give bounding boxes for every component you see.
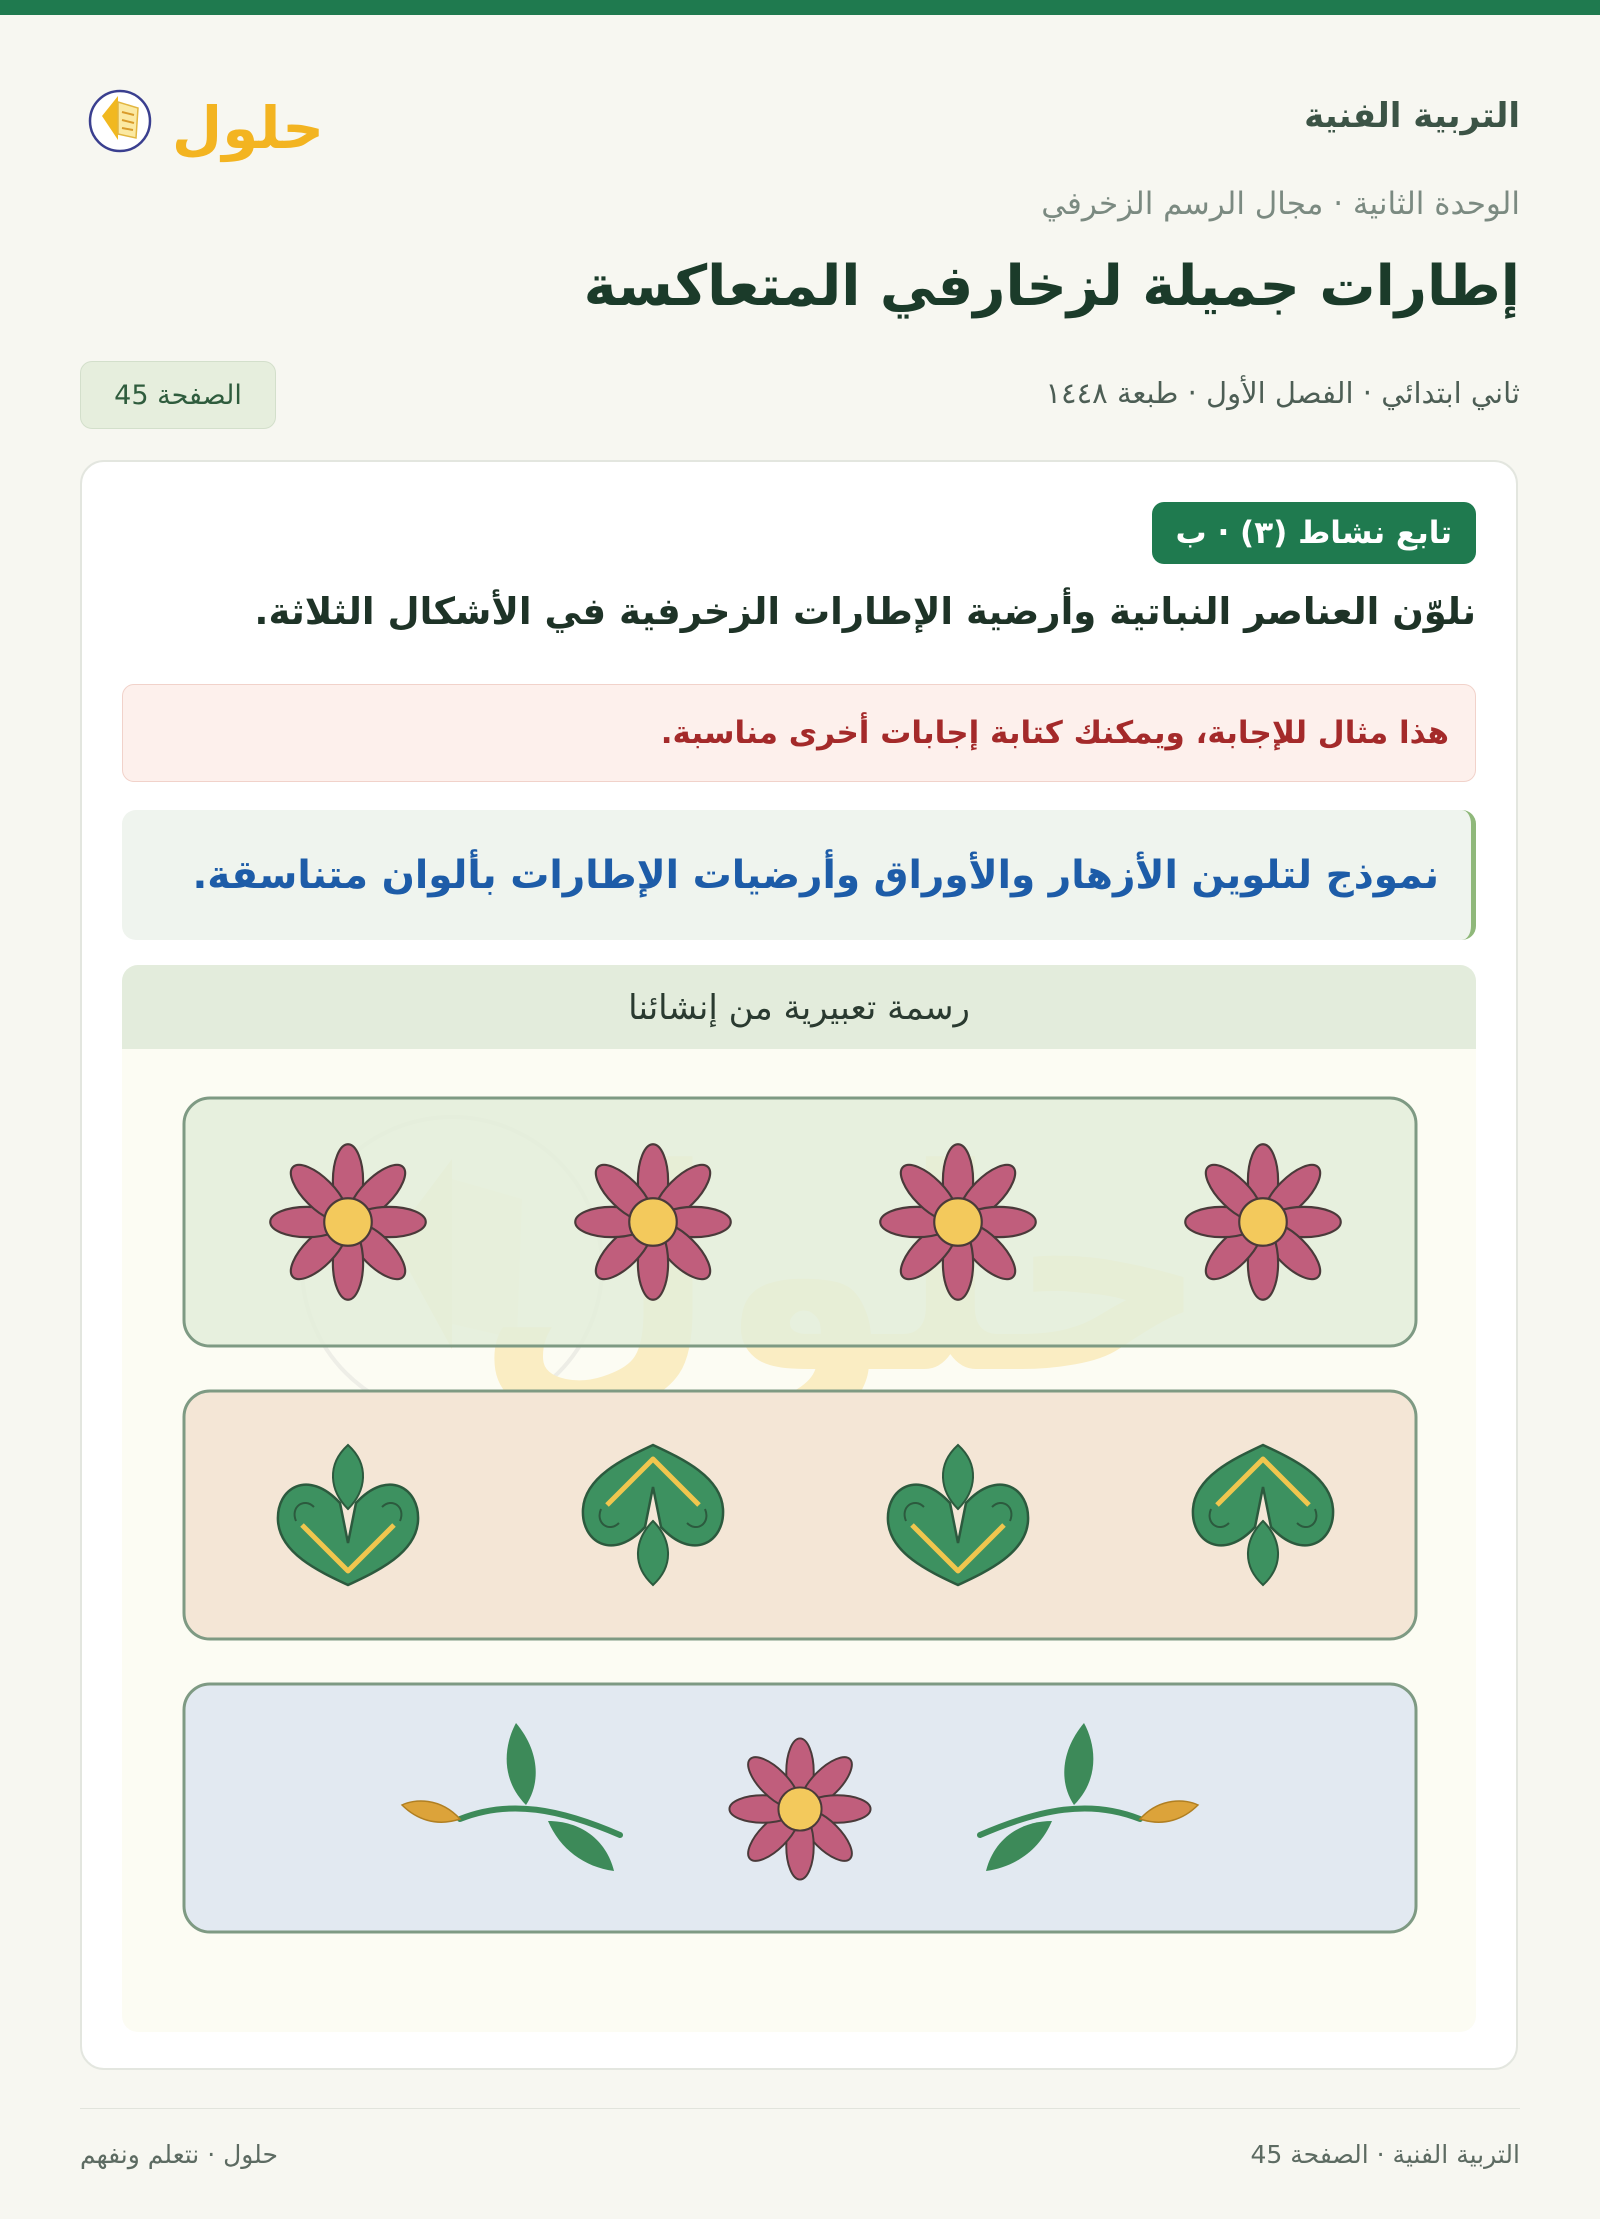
flower-3 — [880, 1144, 1036, 1300]
footer-brand: حلول · نتعلم ونفهم — [80, 2140, 278, 2169]
activity-badge: تابع نشاط (٣) · ب — [1152, 502, 1476, 564]
example-note: هذا مثال للإجابة، ويمكنك كتابة إجابات أخرى مناسبة. — [122, 684, 1476, 782]
model-answer: نموذج لتلوين الأزهار والأوراق وأرضيات الإطارات بألوان متناسقة. — [122, 810, 1476, 940]
footer-subject-page: التربية الفنية · الصفحة 45 — [1250, 2140, 1520, 2169]
page-header — [80, 60, 1520, 170]
activity-card — [80, 460, 1518, 2070]
hulul-logo[interactable] — [80, 64, 340, 170]
flower-2 — [575, 1144, 731, 1300]
lesson-title: إطارات جميلة لزخارفي المتعاكسة — [583, 254, 1520, 319]
decorative-frames — [122, 1049, 1476, 2032]
subject-title: التربية الفنية — [1304, 96, 1520, 136]
flower-1 — [270, 1144, 426, 1300]
grade-info: ثاني ابتدائي · الفصل الأول · طبعة ١٤٤٨ — [1045, 376, 1520, 410]
svg-text:حلول: حلول — [171, 94, 325, 162]
page-number-badge: الصفحة 45 — [80, 361, 276, 429]
drawing-area — [122, 1049, 1476, 2032]
drawing-caption: رسمة تعبيرية من إنشائنا — [122, 965, 1476, 1051]
unit-label: الوحدة الثانية · مجال الرسم الزخرفي — [1041, 186, 1520, 222]
top-accent-bar — [0, 0, 1600, 15]
footer-divider — [80, 2108, 1520, 2109]
flower-4 — [1185, 1144, 1341, 1300]
activity-instruction: نلوّن العناصر النباتية وأرضية الإطارات الزخرفية في الأشكال الثلاثة. — [254, 590, 1476, 633]
flower-center — [729, 1738, 870, 1879]
